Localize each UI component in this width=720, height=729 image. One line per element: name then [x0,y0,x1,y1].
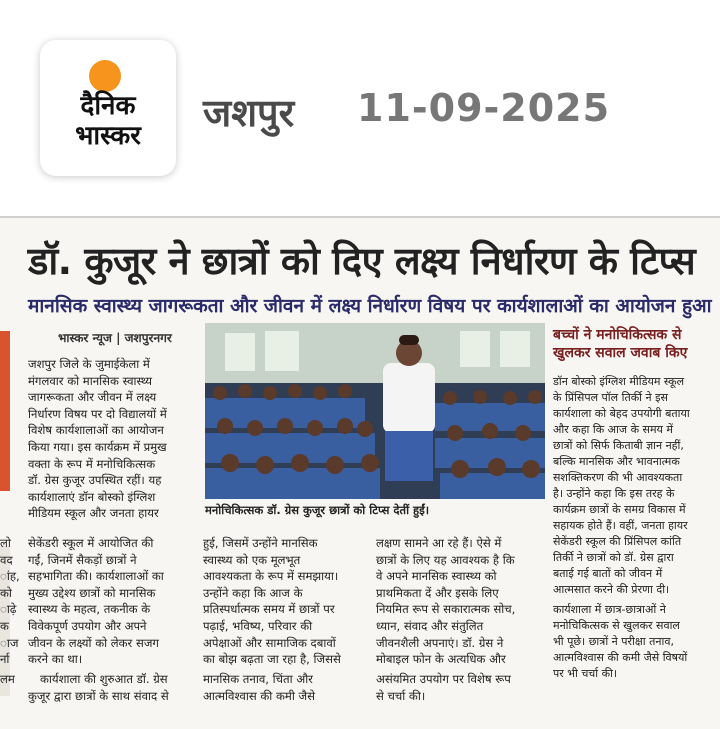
logo-line2: भास्कर [75,121,141,151]
edge-fragment: लो [0,536,11,550]
photo-caption: मनोचिकित्सक डॉ. ग्रेस कुजूर छात्रों को टिप्स देतीं हुईं। [205,503,430,517]
col2-line: का बोझ बढ़ता जा रहा है, जिससे [203,652,341,667]
col1-line: डॉ. ग्रेस कुजूर उपस्थित रहीं। यह [28,473,162,488]
col4-line: है। उन्होंने कहा कि इस तरह के [553,487,675,500]
col4-line: भी पूछे। छात्रों ने परीक्षा तनाव, [553,635,674,648]
col3-line: छात्रों के लिए यह आवश्यक है कि [376,552,515,567]
edition-date: 11-09-2025 [357,86,611,130]
col4-line: छात्रों को सिर्फ किताबी ज्ञान नहीं, [553,439,684,452]
col4-line: मनोचिकित्सक से खुलकर सवाल [553,619,680,632]
col1-line: मंगलवार को मानसिक स्वास्थ्य [28,373,153,388]
news-photo [205,323,545,499]
col2-line: उन्होंने कहा कि आज के [203,585,303,600]
classroom-photo-illustration [205,323,545,499]
edge-strip [0,331,10,491]
col4-line: आत्मविश्वास की कमी जैसे विषयों [553,651,688,664]
col4-line: सहायक होते हैं। वहीं, जनता हायर [553,519,688,532]
edge-fragment: को [0,585,12,600]
col1-line: गईं, जिनमें सैकड़ों छात्रों ने [28,552,137,567]
col1-line: वक्ता के रूप में मनोचिकित्सक [28,456,156,471]
col4-line: बताई गई बातों को जीवन में [553,567,663,580]
col1-line: सहभागिता की। कार्यशालाओं का [28,569,164,584]
col2-line: पढ़ाई, भविष्य, परिवार की [203,619,313,633]
col4-line: के प्रिंसिपल पॉल तिर्की ने इस [553,391,668,404]
col2-line: आवश्यकता के रूप में समझाया। [203,569,339,584]
col1-line: कार्यशालाएं डॉन बोस्को इंग्लिश [28,489,156,504]
edge-fragment: ांह, [0,569,20,584]
subheadline: मानसिक स्वास्थ्य जागरूकता और जीवन में लक्ष्य निर्धारण विषय पर कार्यशालाओं का आयोजन हुआ [28,295,712,317]
newspaper-clipping [0,216,720,729]
col4-line: कार्यशाला में छात्र-छात्राओं ने [553,603,666,616]
col1-line: कुजूर द्वारा छात्रों के साथ संवाद से [28,688,169,703]
col3-line: नियमित रूप से सकारात्मक सोच, [376,602,516,617]
col4-line: डॉन बोस्को इंग्लिश मीडियम स्कूल [553,375,685,388]
col1-line: विशेष कार्यशालाओं का आयोजन [28,423,164,438]
col1-line: मुख्य उद्देश्य छात्रों को मानसिक [28,585,156,600]
col3-line: वे अपने मानसिक स्वास्थ्य को [376,569,497,584]
col1-line: जीवन के लक्ष्यों को लेकर सजग [28,635,159,650]
edge-fragment: वद [0,552,13,567]
col3-line: प्राथमिकता दें और इसके लिए [376,585,499,600]
col1-line: स्वास्थ्य के महत्व, तकनीक के [28,602,151,617]
col1-line: मीडियम स्कूल और जनता हायर [28,506,159,521]
col4-line: कार्यक्रम छात्रों के समग्र विकास में [553,503,686,516]
dainik-bhaskar-logo [40,40,176,176]
col1-line: जागरूकता और जीवन में लक्ष्य [28,390,157,405]
byline: भास्कर न्यूज | जशपुरनगर [58,331,172,345]
col2-line: स्वास्थ्य को एक मूलभूत [203,552,301,567]
col3-line: मोबाइल फोन के अत्यधिक और [376,652,506,667]
top-rule [0,216,720,218]
sun-icon [89,60,121,92]
col1-line: निर्धारण विषय पर दो विद्यालयों में [28,406,167,421]
col2-line: प्रतिस्पर्धात्मक समय में छात्रों पर [203,602,335,617]
edition-city: जशपुर [203,91,295,135]
edge-fragment: ाढ़े [0,602,17,617]
col1-line: कार्यशाला की शुरुआत डॉ. ग्रेस [40,672,168,686]
col3-line: से चर्चा की। [376,688,426,703]
col2-line: अपेक्षाओं और सामाजिक दबावों [203,635,336,650]
edge-fragment: लम [0,672,15,686]
col4-line: पर भी चर्चा की। [553,667,618,680]
col4-line: कार्यशाला को बेहद उपयोगी बताया [553,407,690,420]
edge-fragment: ाज [0,635,19,650]
col4-line: आत्मसात करने की प्रेरणा दी। [553,583,670,596]
edge-fragment: क [0,619,9,633]
col1-line: किया गया। इस कार्यक्रम में प्रमुख [28,440,167,454]
col4-line: बल्कि मानसिक और भावनात्मक [553,455,680,468]
col3-line: ध्यान, संवाद और संतुलित [376,619,484,633]
col1-line: करने का था। [28,652,83,667]
col3-line: जीवनशैली अपनाएं। डॉ. ग्रेस ने [376,635,504,650]
col4-line: तिर्की ने छात्रों को डॉ. ग्रेस द्वारा [553,551,674,564]
col3-line: लक्षण सामने आ रहे हैं। ऐसे में [376,536,502,550]
headline: डॉ. कुजूर ने छात्रों को दिए लक्ष्य निर्धारण के टिप्स [28,239,696,283]
col4-line: और कहा कि आज के समय में [553,423,673,436]
logo-line1: दैनिक [80,91,136,121]
edge-fragment: र्ना [0,652,10,667]
col4-line: सेकेंडरी स्कूल की प्रिंसिपल कांति [553,535,682,548]
col1-line: विवेकपूर्ण उपयोग और अपने [28,619,147,633]
side-story-title: बच्चों ने मनोचिकित्सक से खुलकर सवाल जवाब किए [553,327,688,361]
col3-line: असंयमित उपयोग पर विशेष रूप [376,672,511,686]
col4-line: सशक्तिकरण की भी आवश्यकता [553,471,683,484]
col2-line: मानसिक तनाव, चिंता और [203,672,313,686]
col2-line: हुई, जिसमें उन्होंने मानसिक [203,536,318,550]
col1-line: जशपुर जिले के जुमाईकेला में [28,357,150,371]
col2-line: आत्मविश्वास की कमी जैसे [203,688,315,703]
col1-line: सेकेंडरी स्कूल में आयोजित की [28,536,154,550]
